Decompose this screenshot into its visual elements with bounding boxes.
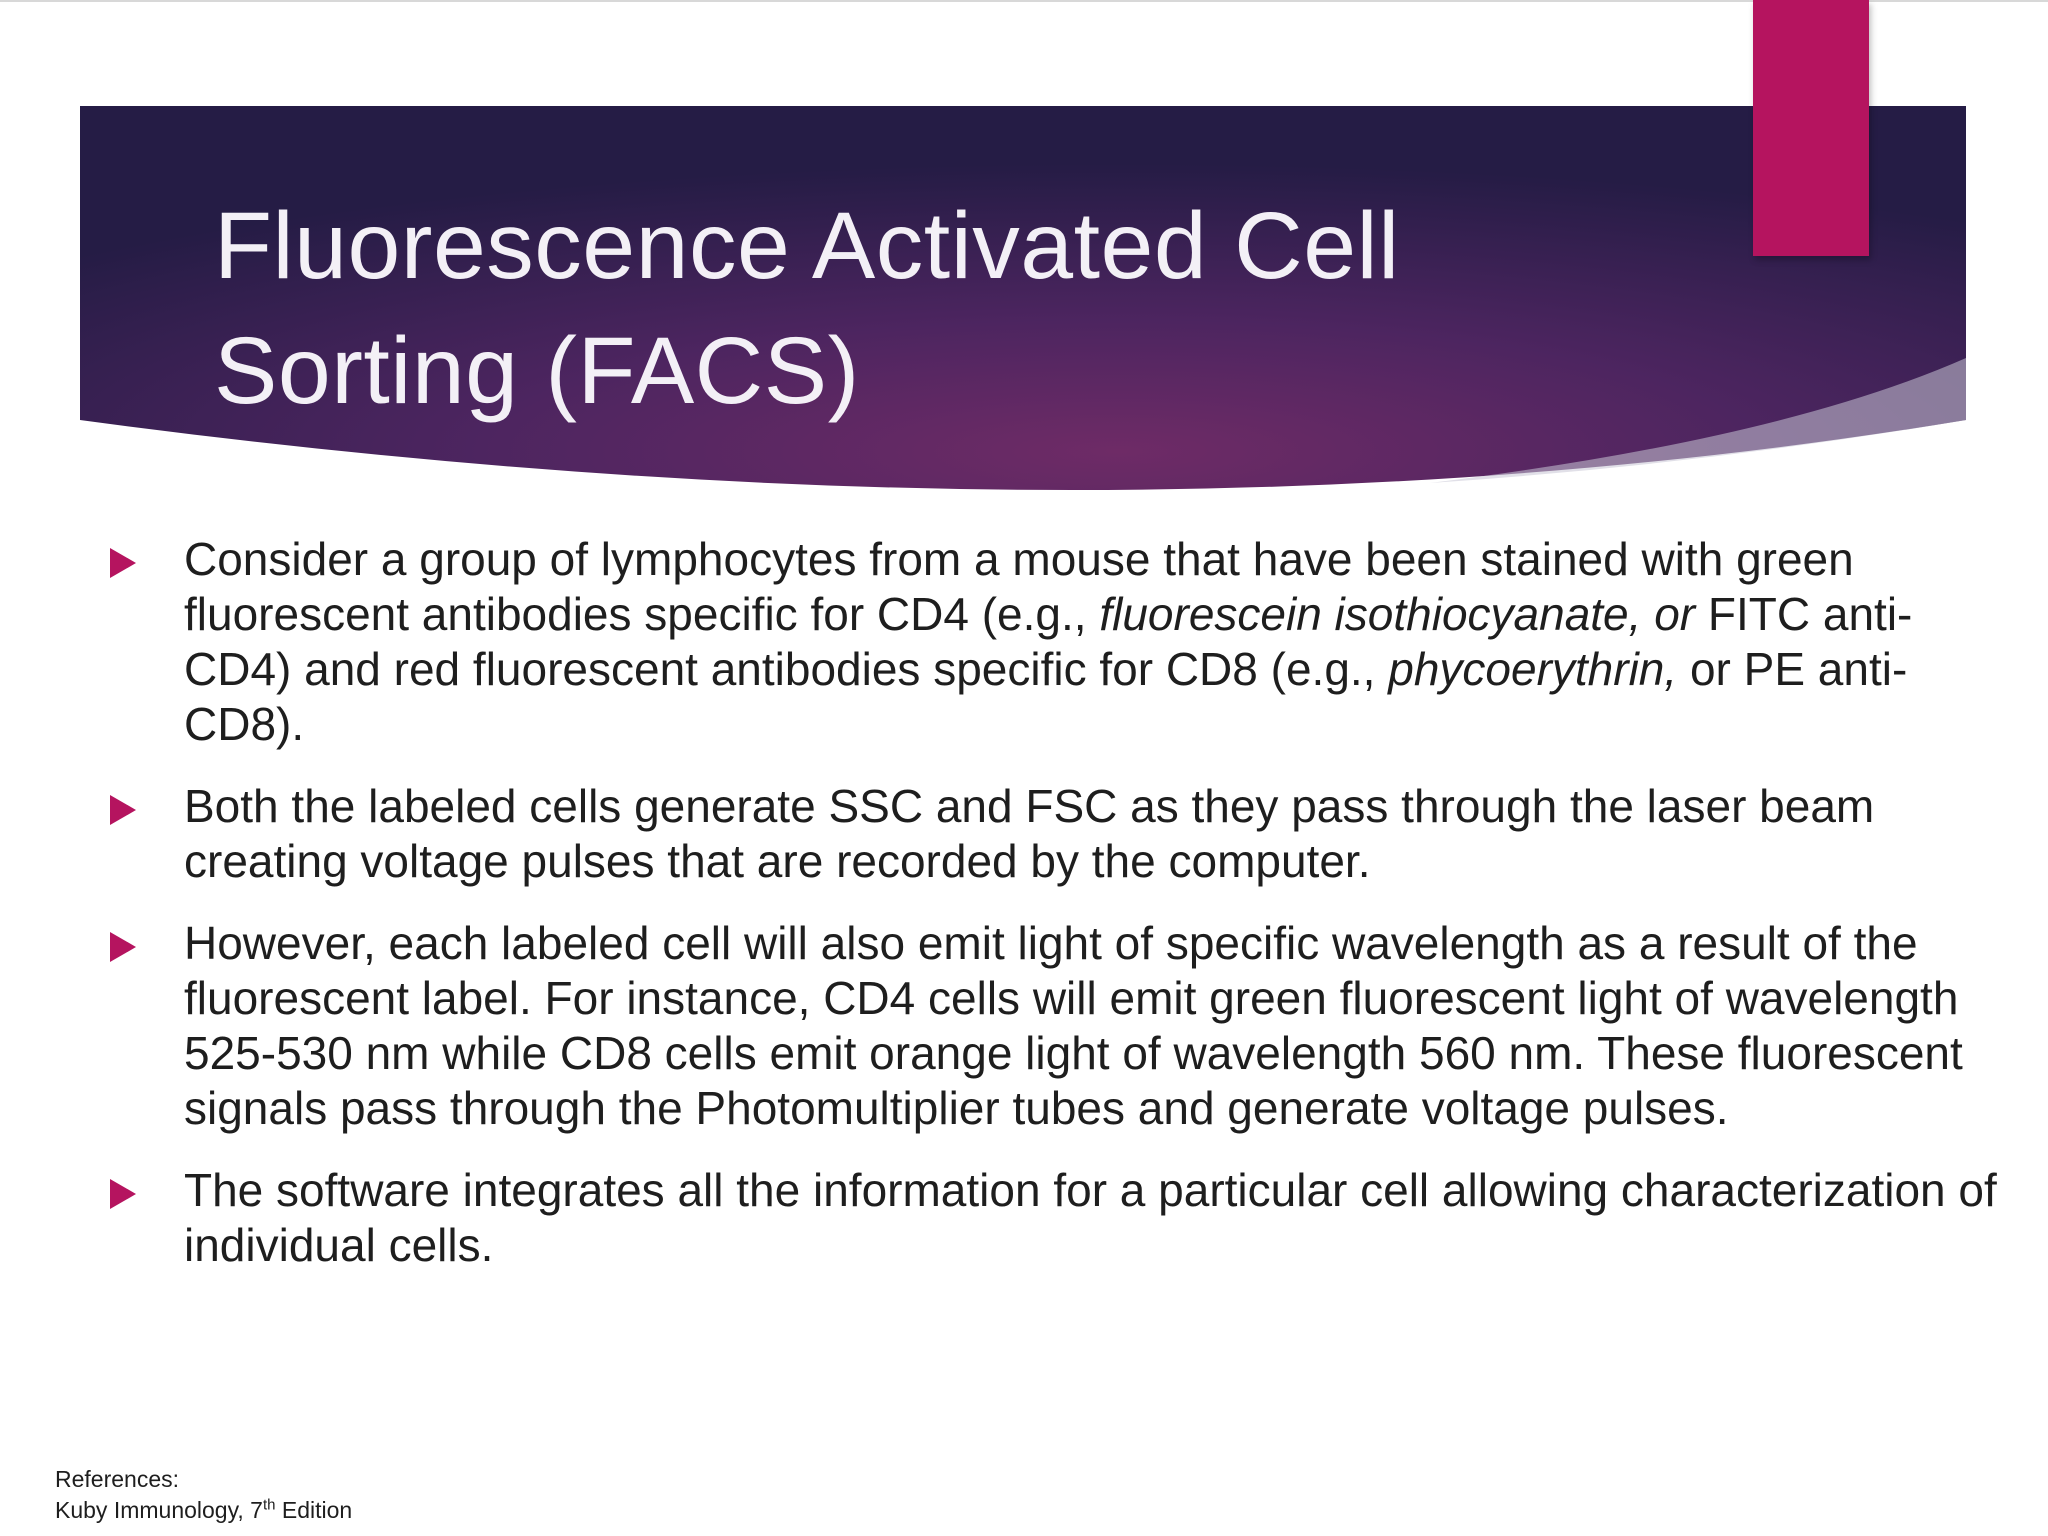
reference-edition: Edition: [275, 1497, 353, 1523]
references: [55, 1464, 352, 1526]
reference-book: Kuby Immunology, 7: [55, 1497, 263, 1523]
bullet-text-italic: phycoerythrin,: [1388, 643, 1678, 695]
bullet-item: [100, 779, 2000, 889]
bullet-item: [100, 916, 2000, 1136]
bullet-text: However, each labeled cell will also emit light of specific wavelength as a result of the fluorescent label. For instance, CD4 cells will emit green fluorescent light of wavelength 525-530 nm while CD8 cells emit orange light of wavelength 560 nm. These fluorescent signals pass through the Photomultiplier tubes and generate voltage pulses.: [184, 917, 1963, 1134]
triangle-right-icon: [110, 795, 136, 825]
bullet-item: [100, 532, 2000, 752]
triangle-right-icon: [110, 1179, 136, 1209]
references-entry: [55, 1495, 352, 1526]
references-heading: References:: [55, 1466, 180, 1492]
reference-superscript: th: [262, 1496, 276, 1514]
bullet-text: The software integrates all the information for a particular cell allowing characterization of individual cells.: [184, 1164, 1997, 1271]
triangle-right-icon: [110, 548, 136, 578]
bullet-text-italic: fluorescein isothiocyanate, or: [1099, 588, 1696, 640]
accent-bar: [1753, 0, 1869, 256]
bullet-text: Both the labeled cells generate SSC and FSC as they pass through the laser beam creating voltage pulses that are recorded by the computer.: [184, 780, 1875, 887]
bullet-text: FITC anti-CD4) and red fluorescent antibodies specific for CD8 (e.g.,: [184, 588, 1913, 695]
bullet-text: Consider a group of lymphocytes from a mouse that have been stained with green fluorescent antibodies specific for CD4 (e.g.,: [184, 533, 1854, 640]
bullet-text: or PE anti-CD8).: [184, 643, 1908, 750]
bullet-item: [100, 1163, 2000, 1273]
triangle-right-icon: [110, 932, 136, 962]
bullet-list: [100, 532, 2000, 1300]
slide-title: Fluorescence Activated Cell Sorting (FACS): [214, 193, 1400, 424]
